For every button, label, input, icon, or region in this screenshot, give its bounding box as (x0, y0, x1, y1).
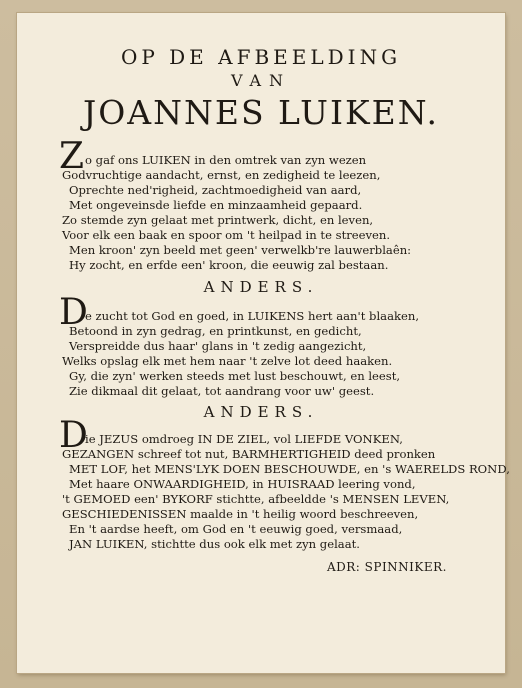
title-line-2: VAN (230, 71, 292, 90)
paper-sheet (17, 13, 510, 673)
title-line-3: JOANNES LUIKEN. (82, 93, 439, 132)
poem-line: Gy, die zyn' werken steeds met lust beschouwt, en leest, (69, 369, 401, 383)
poem-line: Zie dikmaal dit gelaat, tot aandrang voor uw' geest. (69, 384, 375, 398)
dropcap: Z (59, 136, 85, 177)
poem-line: Betoond in zyn gedrag, en printkunst, en gedicht, (69, 324, 362, 338)
poem-line: Men kroon' zyn beeld met geen' verwelkb're lauwerblaên: (69, 243, 412, 257)
poem-line: Met ongeveinsde liefde en minzaamheid gepaard. (69, 198, 363, 212)
dropcap: D (59, 292, 88, 333)
poem-line: Godvruchtige aandacht, ernst, en zedigheid te leezen, (62, 168, 381, 182)
poem-line: ie JEZUS omdroeg IN DE ZIEL, vol LIEFDE VONKEN, (85, 432, 403, 446)
poem-line: 't GEMOED een' BYKORF stichtte, afbeeldde 's MENSEN LEVEN, (62, 492, 450, 506)
poem-line: MET LOF, het MENS'LYK DOEN BESCHOUWDE, en 's WAERELDS ROND, (69, 462, 510, 476)
dropcap: D (59, 415, 88, 456)
poem-line: Hy zocht, en erfde een' kroon, die eeuwig zal bestaan. (69, 258, 389, 272)
heading-anders: ANDERS. (203, 403, 319, 421)
poem-line: En 't aardse heeft, om God en 't eeuwig goed, versmaad, (69, 522, 403, 536)
heading-anders: ANDERS. (203, 278, 319, 296)
poem-line: o gaf ons LUIKEN in den omtrek van zyn wezen (85, 153, 367, 167)
poem-line: Oprechte ned'righeid, zachtmoedigheid van aard, (69, 183, 362, 197)
title-line-1: OP DE AFBEELDING (120, 45, 402, 69)
poem-line: GESCHIEDENISSEN maalde in 't heilig woord beschreeven, (62, 507, 419, 521)
poem-line: Zo stemde zyn gelaat met printwerk, dicht, en leven, (62, 213, 374, 227)
poem-line: JAN LUIKEN, stichtte dus ook elk met zyn gelaat. (69, 537, 360, 551)
signature: ADR: SPINNIKER. (326, 560, 447, 574)
poem-line: Voor elk een baak en spoor om 't heilpad in te streeven. (62, 228, 391, 242)
poem-line: Met haare ONWAARDIGHEID, in HUISRAAD leering vond, (69, 477, 416, 491)
poem-line: GEZANGEN schreef tot nut, BARMHERTIGHEID deed pronken (62, 447, 436, 461)
poem-line: Welks opslag elk met hem naar 't zelve lot deed haaken. (62, 354, 393, 368)
poem-line: Verspreidde dus haar' glans in 't zedig aangezicht, (69, 339, 367, 353)
poem-line: e zucht tot God en goed, in LUIKENS hert aan't blaaken, (85, 309, 420, 323)
